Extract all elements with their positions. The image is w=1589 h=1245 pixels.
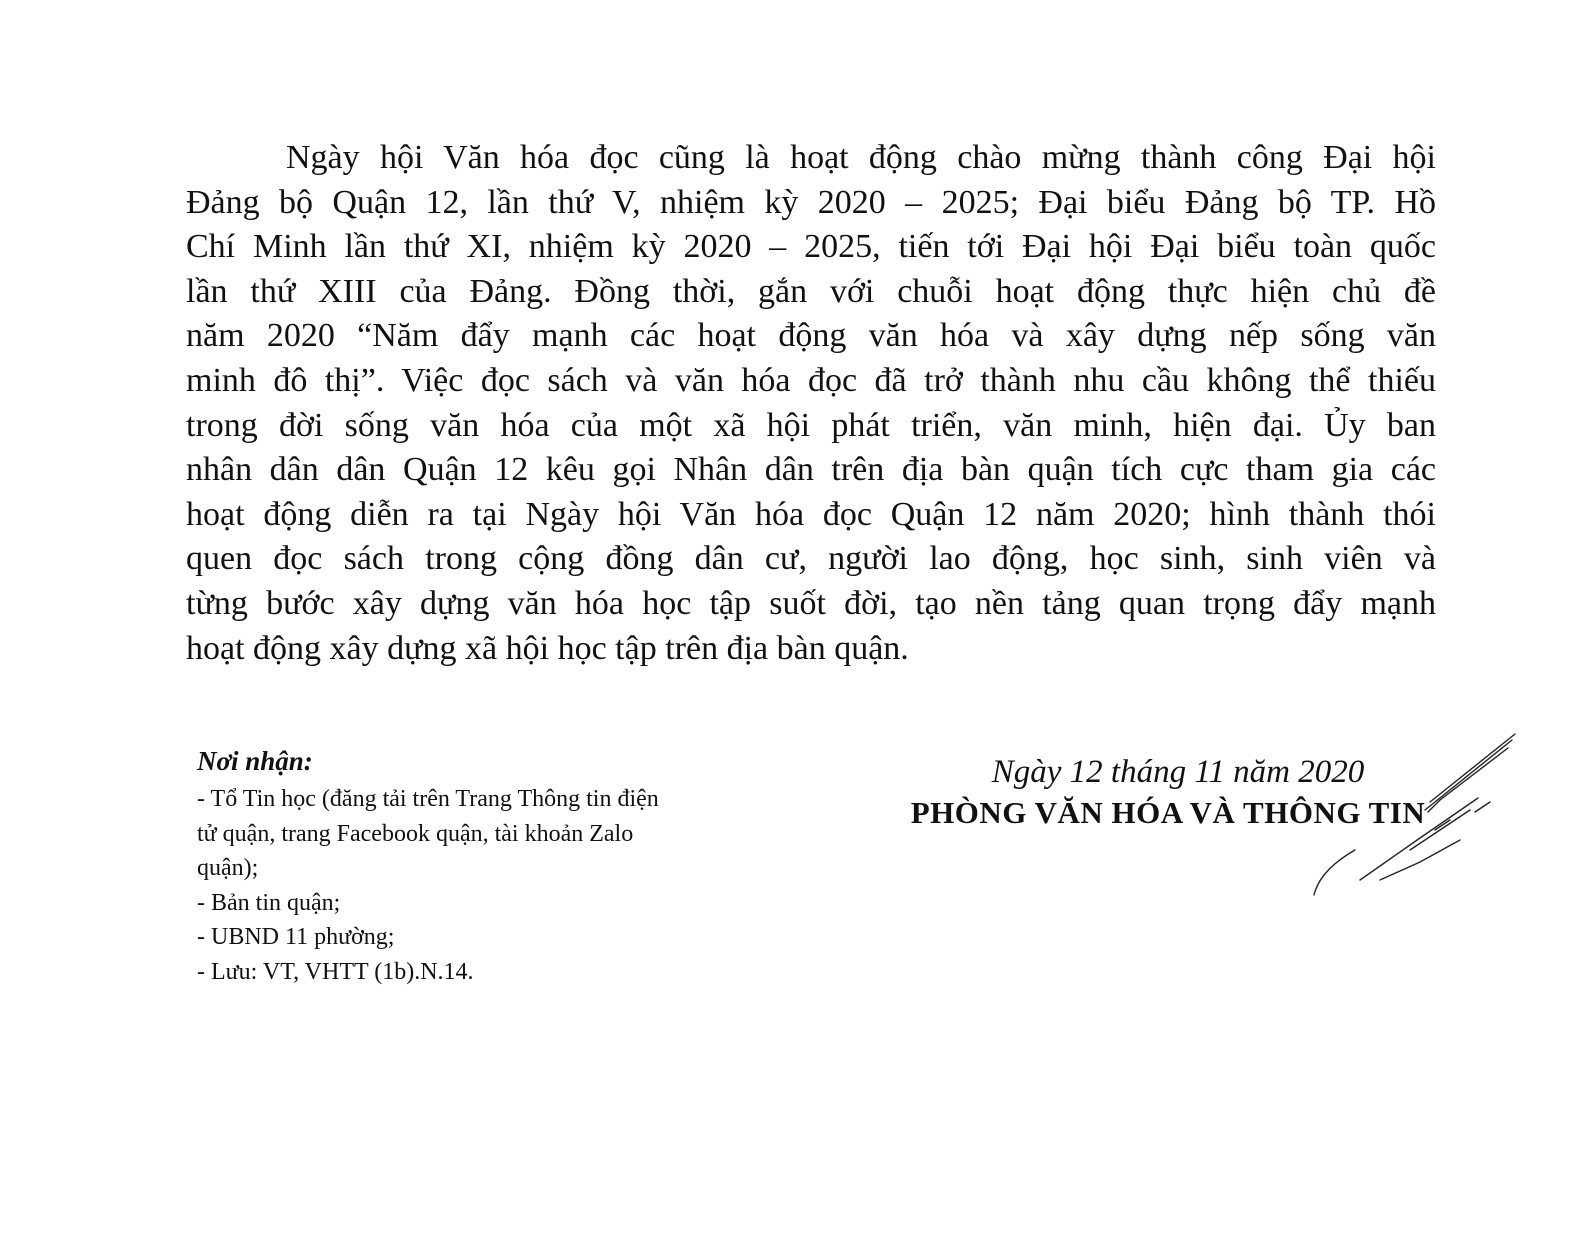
recipients-line: - Lưu: VT, VHTT (1b).N.14.: [197, 958, 474, 985]
body-line: năm 2020 “Năm đẩy mạnh các hoạt động văn hóa và xây dựng nếp sống văn: [186, 317, 1436, 355]
recipients-title: Nơi nhận:: [197, 746, 313, 776]
body-line: Đảng bộ Quận 12, lần thứ V, nhiệm kỳ 2020 – 2025; Đại biểu Đảng bộ TP. Hồ: [186, 183, 1436, 221]
signing-office: PHÒNG VĂN HÓA VÀ THÔNG TIN: [910, 795, 1426, 830]
body-line: Chí Minh lần thứ XI, nhiệm kỳ 2020 – 2025, tiến tới Đại hội Đại biểu toàn quốc: [186, 228, 1436, 266]
recipients-line: - Tổ Tin học (đăng tải trên Trang Thông tin điện: [197, 786, 659, 812]
recipients-line: - UBND 11 phường;: [197, 924, 395, 950]
body-line: minh đô thị”. Việc đọc sách và văn hóa đọc đã trở thành nhu cầu không thể thiếu: [186, 361, 1436, 399]
body-paragraph: [186, 136, 1436, 671]
recipients-line: - Bản tin quận;: [197, 889, 341, 916]
body-line: Ngày hội Văn hóa đọc cũng là hoạt động chào mừng thành công Đại hội: [286, 139, 1436, 176]
recipients-block: [197, 744, 797, 989]
body-line: trong đời sống văn hóa của một xã hội phát triển, văn minh, hiện đại. Ủy ban: [186, 406, 1436, 444]
recipients-line: quận);: [197, 855, 259, 881]
body-line: nhân dân dân Quận 12 kêu gọi Nhân dân trên địa bàn quận tích cực tham gia các: [186, 451, 1436, 489]
handwritten-signature-icon: [1300, 730, 1530, 900]
body-line: hoạt động diễn ra tại Ngày hội Văn hóa đọc Quận 12 năm 2020; hình thành thói: [186, 495, 1436, 533]
recipients-line: tử quận, trang Facebook quận, tài khoản Zalo: [197, 820, 634, 847]
signature-date: Ngày 12 tháng 11 năm 2020: [991, 754, 1365, 790]
body-line: từng bước xây dựng văn hóa học tập suốt đời, tạo nền tảng quan trọng đẩy mạnh: [186, 584, 1436, 622]
body-line: hoạt động xây dựng xã hội học tập trên địa bàn quận.: [186, 629, 909, 667]
body-line: quen đọc sách trong cộng đồng dân cư, người lao động, học sinh, sinh viên và: [186, 540, 1436, 578]
body-line: lần thứ XIII của Đảng. Đồng thời, gắn với chuỗi hoạt động thực hiện chủ đề: [186, 272, 1436, 310]
